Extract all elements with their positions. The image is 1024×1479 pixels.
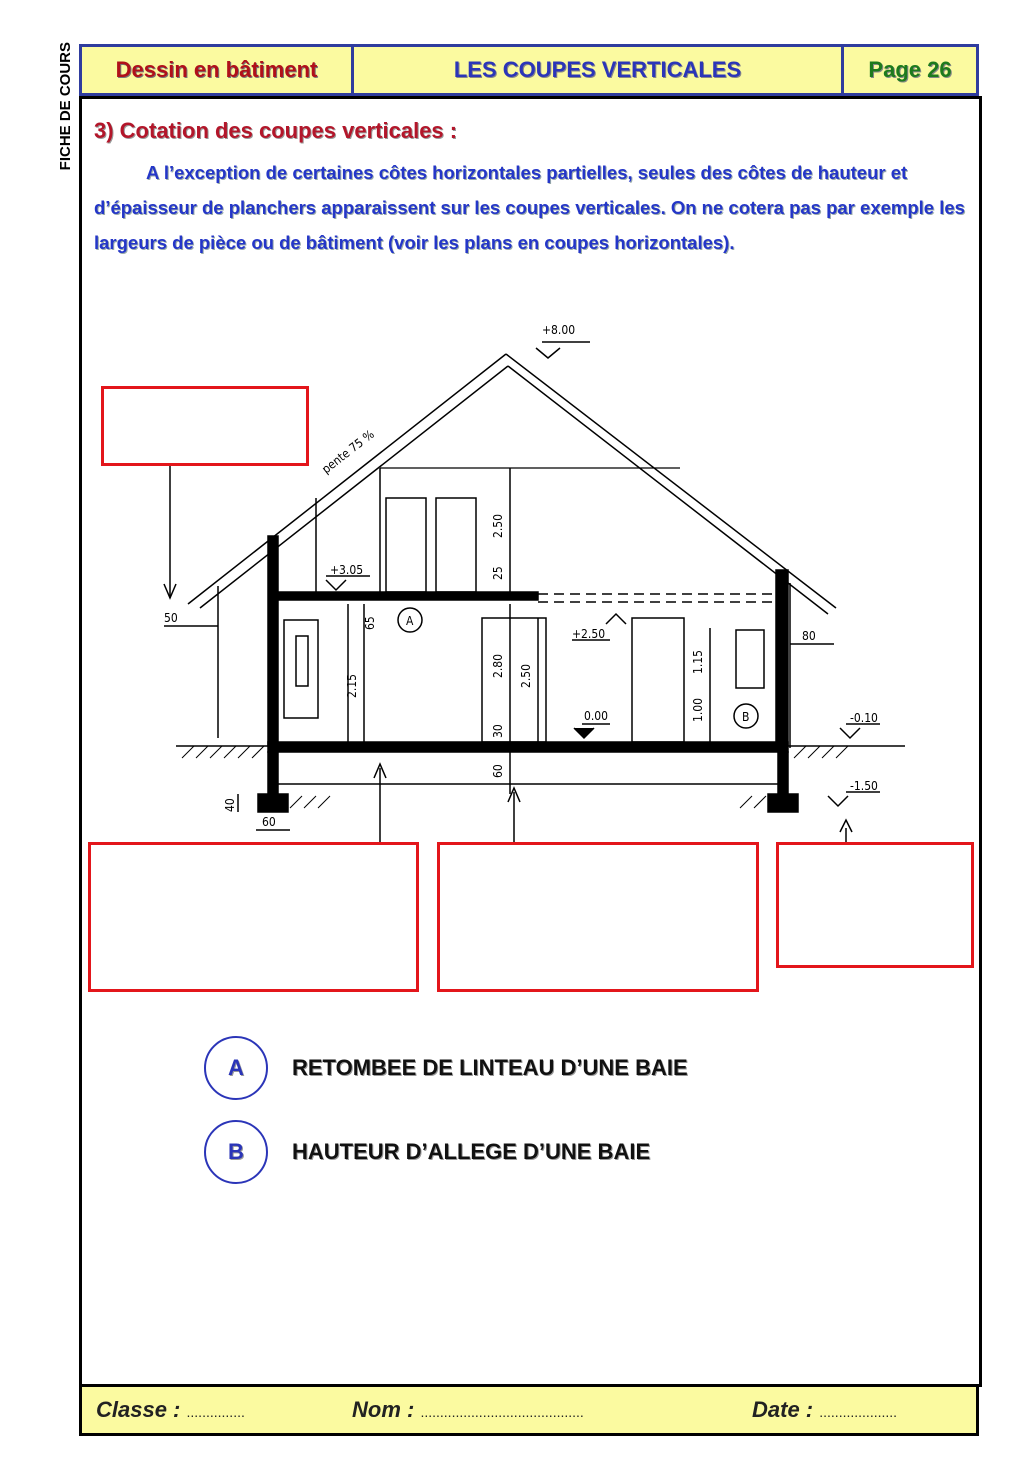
dim-right-overhang: 80	[802, 629, 816, 643]
classe-field[interactable]	[96, 1397, 245, 1423]
legend-row-b	[204, 1120, 650, 1184]
classe-dots: ...............	[186, 1404, 245, 1420]
dim-door-height: 2.15	[345, 673, 359, 698]
date-label: Date :	[752, 1397, 814, 1422]
dim-footing-width: 60	[262, 815, 276, 829]
nom-dots: ..........................................	[420, 1404, 584, 1420]
legend-text-b: HAUTEUR D’ALLEGE D’UNE BAIE	[292, 1139, 651, 1164]
dim-lintel-drop: 65	[363, 616, 377, 630]
header-subject: Dessin en bâtiment	[82, 47, 354, 93]
section-title: 3) Cotation des coupes verticales :	[94, 118, 458, 143]
answer-box-right[interactable]	[776, 842, 974, 968]
dim-window-height-a: 2.50	[519, 663, 533, 688]
dim-upper-height: 2.50	[491, 513, 505, 538]
dim-window-height-b: 1.15	[691, 649, 705, 674]
dim-slab-thickness: 30	[491, 724, 505, 738]
dim-roof-slope: pente 75 %	[319, 427, 377, 477]
answer-box-center[interactable]	[437, 842, 759, 992]
dim-ground-level: -0.10	[850, 711, 878, 725]
nom-field[interactable]	[352, 1397, 584, 1423]
answer-box-roof[interactable]	[101, 386, 309, 466]
date-dots: ....................	[819, 1404, 898, 1420]
dim-footing-level: -1.50	[850, 779, 878, 793]
legend-letter-b: B	[204, 1120, 268, 1184]
nom-label: Nom :	[352, 1397, 415, 1422]
legend-letter-a: A	[204, 1036, 268, 1100]
marker-a-label: A	[406, 614, 414, 628]
header-page-number: Page 26	[868, 57, 952, 82]
answer-box-left[interactable]	[88, 842, 419, 992]
student-info-footer	[79, 1384, 979, 1436]
marker-b-label: B	[742, 710, 750, 724]
section-paragraph: A l’exception de certaines côtes horizontales partielles, seules des côtes de hauteur et d’épaisseur de planchers apparaissent sur les coupes verticales. On ne cotera pas par exemple les largeurs de pièce ou de bâtiment (voir les plans en coupes horizontales).	[94, 162, 965, 253]
legend-text-a: RETOMBEE DE LINTEAU D’UNE BAIE	[292, 1055, 688, 1080]
header-title: LES COUPES VERTICALES	[354, 47, 844, 93]
dim-lintel-level: +2.50	[572, 627, 606, 641]
side-label: FICHE DE COURS	[57, 42, 74, 171]
dim-room-height: 2.80	[491, 653, 505, 678]
dim-ground-floor-level: 0.00	[584, 709, 609, 723]
dim-roof-top: +8.00	[542, 323, 576, 337]
dim-floor-thickness: 25	[491, 566, 505, 580]
dim-foundation-depth: 60	[491, 764, 505, 778]
page-header	[79, 44, 979, 96]
dim-eave-overhang: 50	[164, 611, 178, 625]
classe-label: Classe :	[96, 1397, 181, 1422]
date-field[interactable]	[752, 1397, 897, 1423]
dim-footing-height: 40	[223, 798, 237, 812]
dim-upper-floor-level: +3.05	[330, 563, 364, 577]
legend-row-a	[204, 1036, 688, 1100]
dim-sill-height: 1.00	[691, 697, 705, 722]
